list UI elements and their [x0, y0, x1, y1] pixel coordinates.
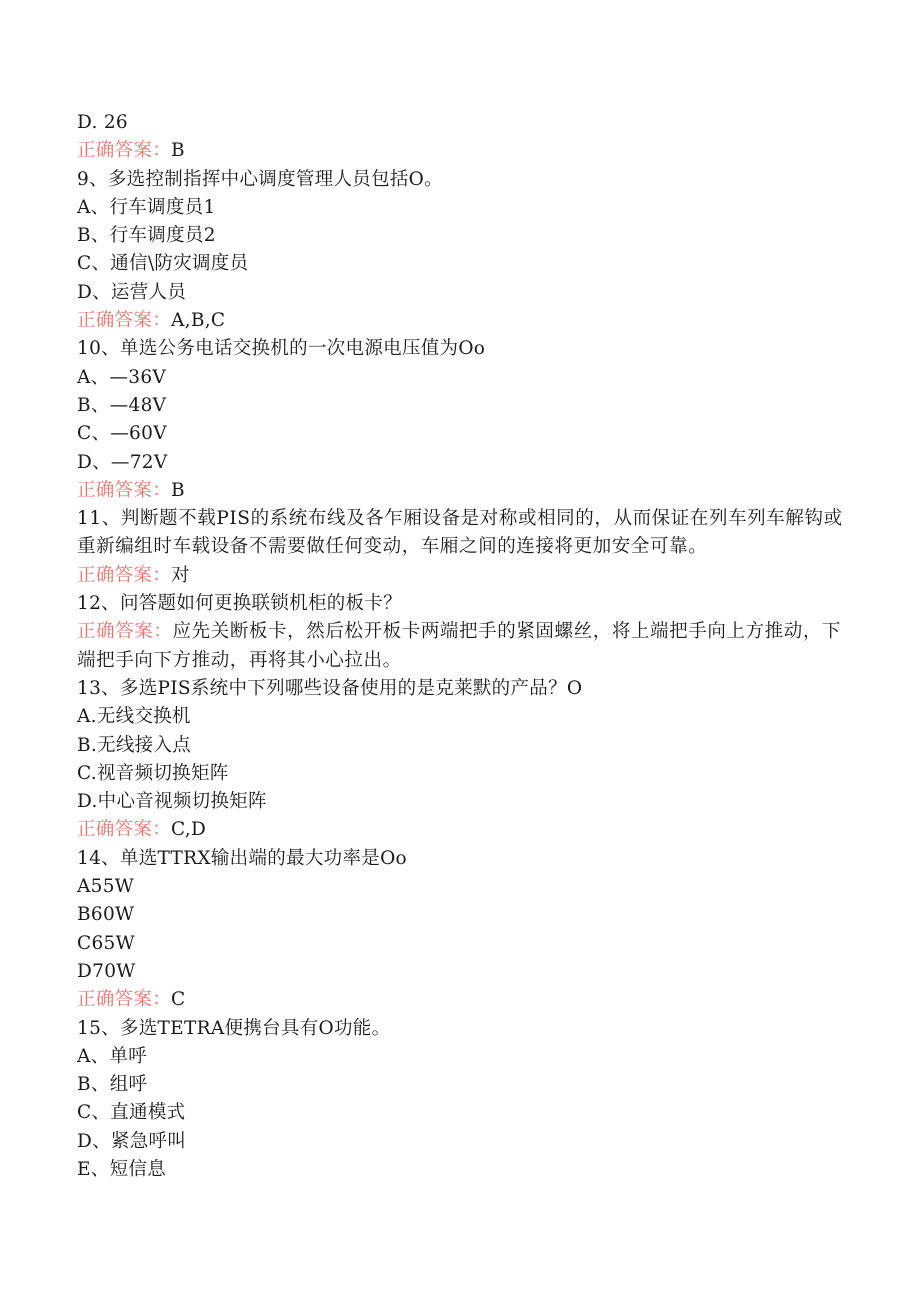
answer-line — [77, 307, 847, 335]
option-text: B、组呼 — [77, 1074, 148, 1096]
option-text: A55W — [77, 876, 135, 898]
question-text: 9、多选控制指挥中心调度管理人员包括O。 — [77, 168, 443, 190]
question-text: 14、单选TTRX输出端的最大功率是Oo — [77, 847, 407, 869]
answer-value: 对 — [171, 564, 190, 586]
answer-value: B — [171, 140, 185, 162]
option-text: D. 26 — [77, 112, 128, 133]
answer-line — [77, 562, 847, 590]
answer-value: A,B,C — [171, 310, 226, 332]
option-text: C、直通模式 — [77, 1102, 186, 1124]
option-text: C、—60V — [77, 423, 167, 445]
option-text: B60W — [77, 904, 135, 926]
option-text: B.无线接入点 — [77, 734, 192, 756]
option-text: C65W — [77, 932, 135, 954]
option-text: C、通信\防灾调度员 — [77, 253, 249, 275]
answer-line — [77, 816, 847, 844]
answer-value: C — [171, 989, 186, 1011]
option-text: A、行车调度员1 — [77, 196, 216, 218]
answer-label: 正确答案： — [77, 819, 172, 841]
answer-line — [77, 986, 847, 1014]
answer-label: 正确答案： — [77, 140, 172, 162]
option-text: B、行车调度员2 — [77, 225, 216, 247]
answer-line — [77, 137, 847, 165]
option-text: B、—48V — [77, 394, 167, 416]
question-text: 13、多选PIS系统中下列哪些设备使用的是克莱默的产品？O — [77, 677, 583, 699]
answer-line — [77, 618, 847, 675]
option-text: D、—72V — [77, 451, 168, 473]
option-text: A、单呼 — [77, 1045, 148, 1067]
answer-value: C,D — [171, 819, 207, 841]
option-text: A.无线交换机 — [77, 706, 191, 728]
option-text: D.中心音视频切换矩阵 — [77, 791, 267, 813]
answer-label: 正确答案： — [77, 564, 172, 586]
answer-label: 正确答案： — [77, 479, 172, 501]
answer-label: 正确答案： — [77, 310, 172, 332]
question-text: 15、多选TETRA便携台具有O功能。 — [77, 1017, 391, 1039]
answer-label: 正确答案： — [77, 989, 172, 1011]
answer-line — [77, 477, 847, 505]
question-text: 10、单选公务电话交换机的一次电源电压值为Oo — [77, 338, 486, 360]
option-text: A、—36V — [77, 366, 167, 388]
question-text: 11、判断题不载PIS的系统布线及各乍厢设备是对称或相同的，从而保证在列车列车解钩或重新编组时车载设备不需要做任何变动，车厢之间的连接将更加安全可靠。 — [77, 508, 843, 558]
document-body — [77, 109, 847, 1184]
question-text: 12、问答题如何更换联锁机柜的板卡？ — [77, 593, 402, 615]
answer-label: 正确答案： — [77, 621, 173, 643]
answer-value: B — [171, 479, 185, 501]
answer-value: 应先关断板卡，然后松开板卡两端把手的紧固螺丝，将上端把手向上方推动，下端把手向下方推动，再将其小心拉出。 — [77, 621, 842, 671]
option-text: E、短信息 — [77, 1158, 167, 1180]
option-text: C.视音频切换矩阵 — [77, 762, 229, 784]
option-text: D、运营人员 — [77, 281, 187, 303]
option-text: D70W — [77, 960, 136, 982]
option-text: D、紧急呼叫 — [77, 1130, 187, 1152]
